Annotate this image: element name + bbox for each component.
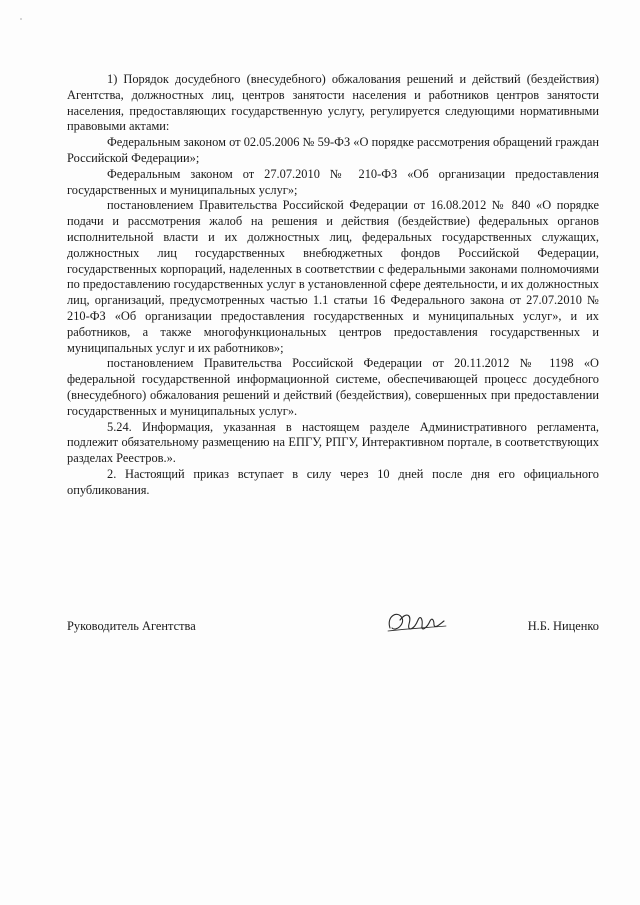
signatory-name: Н.Б. Ниценко — [527, 619, 599, 633]
signature-block — [67, 606, 599, 646]
signatory-title: Руководитель Агентства — [67, 619, 196, 633]
paragraph-5-24: 5.24. Информация, указанная в настоящем разделе Административного регламента, подлежит обязательному размещению на ЕПГУ, РПГУ, Интерактивном портале, в соответствующих разделах Реестров.». — [67, 419, 599, 466]
handwritten-signature — [382, 606, 452, 642]
paragraph-order-effective: 2. Настоящий приказ вступает в силу через 10 дней после дня его официального опубликования. — [67, 466, 599, 497]
paragraph-appeal-procedure: 1) Порядок досудебного (внесудебного) обжалования решений и действий (бездействия) Агентства, должностных лиц, центров занятости населения и работников центров занятости населения, предоставляющих государственную услугу, регулируется следующими нормативными правовыми актами: — [67, 72, 599, 134]
paragraph-law-210-fz: Федеральным законом от 27.07.2010 № 210-ФЗ «Об организации предоставления государственных и муниципальных услуг»; — [67, 166, 599, 197]
paragraph-law-59-fz: Федеральным законом от 02.05.2006 № 59-ФЗ «О порядке рассмотрения обращений граждан Российской Федерации»; — [67, 135, 599, 165]
paragraph-resolution-840: постановлением Правительства Российской Федерации от 16.08.2012 № 840 «О порядке подачи и рассмотрения жалоб на решения и действия (бездействие) федеральных органов исполнительной власти и их должностных лиц, федеральных государственных служащих, должностных лиц государственных внебюджетных фондов Российской Федерации, государственных корпораций, наделенных в соответствии с федеральными законами полномочиями по предоставлению государственных услуг в установленной сфере деятельности, и их должностных лиц, организаций, предусмотренных частью 1.1 статьи 16 Федерального закона от 27.07.2010 № 210-ФЗ «Об организации предоставления государственных и муниципальных услуг», и их работников, а также многофункциональных центров предоставления государственных и муниципальных услуг и их работников»; — [67, 198, 599, 355]
document-body — [67, 72, 599, 499]
scan-speck — [20, 18, 22, 20]
paragraph-resolution-1198: постановлением Правительства Российской Федерации от 20.11.2012 № 1198 «О федеральной государственной информационной системе, обеспечивающей процесс досудебного (внесудебного) обжалования решений и действий (бездействия), совершенных при предоставлении государственных и муниципальных услуг». — [67, 356, 599, 418]
